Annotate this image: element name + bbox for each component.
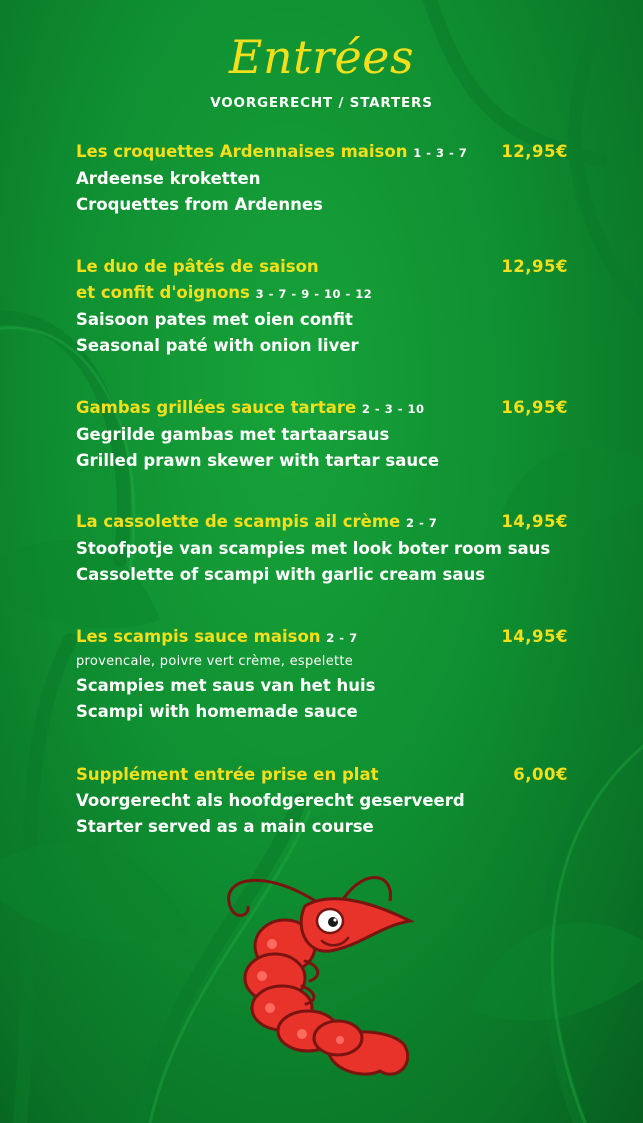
item-price: 16,95€ [501,398,568,417]
item-price: 12,95€ [501,142,568,161]
item-english: Grilled prawn skewer with tartar sauce [76,451,440,470]
item-price: 14,95€ [501,512,568,531]
item-dutch: Ardeense kroketten [76,169,261,188]
item-note: provencale, poivre vert crème, espelette [76,654,354,669]
item-english: Starter served as a main course [76,817,374,836]
menu-item [76,395,568,474]
item-english: Cassolette of scampi with garlic cream saus [76,565,486,584]
page-title: Entrées [228,30,415,84]
menu-item [76,139,568,218]
item-name: Les scampis sauce maison [76,627,321,646]
page-subtitle: VOORGERECHT / STARTERS [210,95,433,111]
menu-item [76,624,568,725]
menu-item [76,762,568,840]
menu-item [76,254,568,359]
item-price: 14,95€ [501,627,568,646]
item-name: Supplément entrée prise en plat [76,765,379,784]
item-english: Scampi with homemade sauce [76,702,358,721]
item-name: Les croquettes Ardennaises maison [76,142,408,161]
item-name: Gambas grillées sauce tartare [76,398,357,417]
item-price: 12,95€ [501,257,568,276]
item-dutch: Scampies met saus van het huis [76,676,376,695]
item-dutch: Stoofpotje van scampies met look boter room saus [76,539,551,558]
item-name: La cassolette de scampis ail crème [76,512,401,531]
item-name-continued: et confit d'oignons [76,283,250,302]
item-name: Le duo de pâtés de saison [76,257,319,276]
item-allergens: 2 - 7 [405,516,438,530]
item-dutch: Voorgerecht als hoofdgerecht geserveerd [76,791,465,810]
item-english: Seasonal paté with onion liver [76,336,359,355]
item-allergens: 2 - 3 - 10 [361,402,425,416]
item-allergens: 1 - 3 - 7 [413,146,468,160]
shrimp-mascot-icon [210,866,440,1086]
item-dutch: Gegrilde gambas met tartaarsaus [76,425,390,444]
menu-item [76,509,568,588]
item-allergens: 2 - 7 [326,631,358,645]
item-dutch: Saisoon pates met oien confit [76,310,353,329]
item-price: 6,00€ [513,765,568,784]
item-allergens: 3 - 7 - 9 - 10 - 12 [255,287,373,301]
item-english: Croquettes from Ardennes [76,195,323,214]
